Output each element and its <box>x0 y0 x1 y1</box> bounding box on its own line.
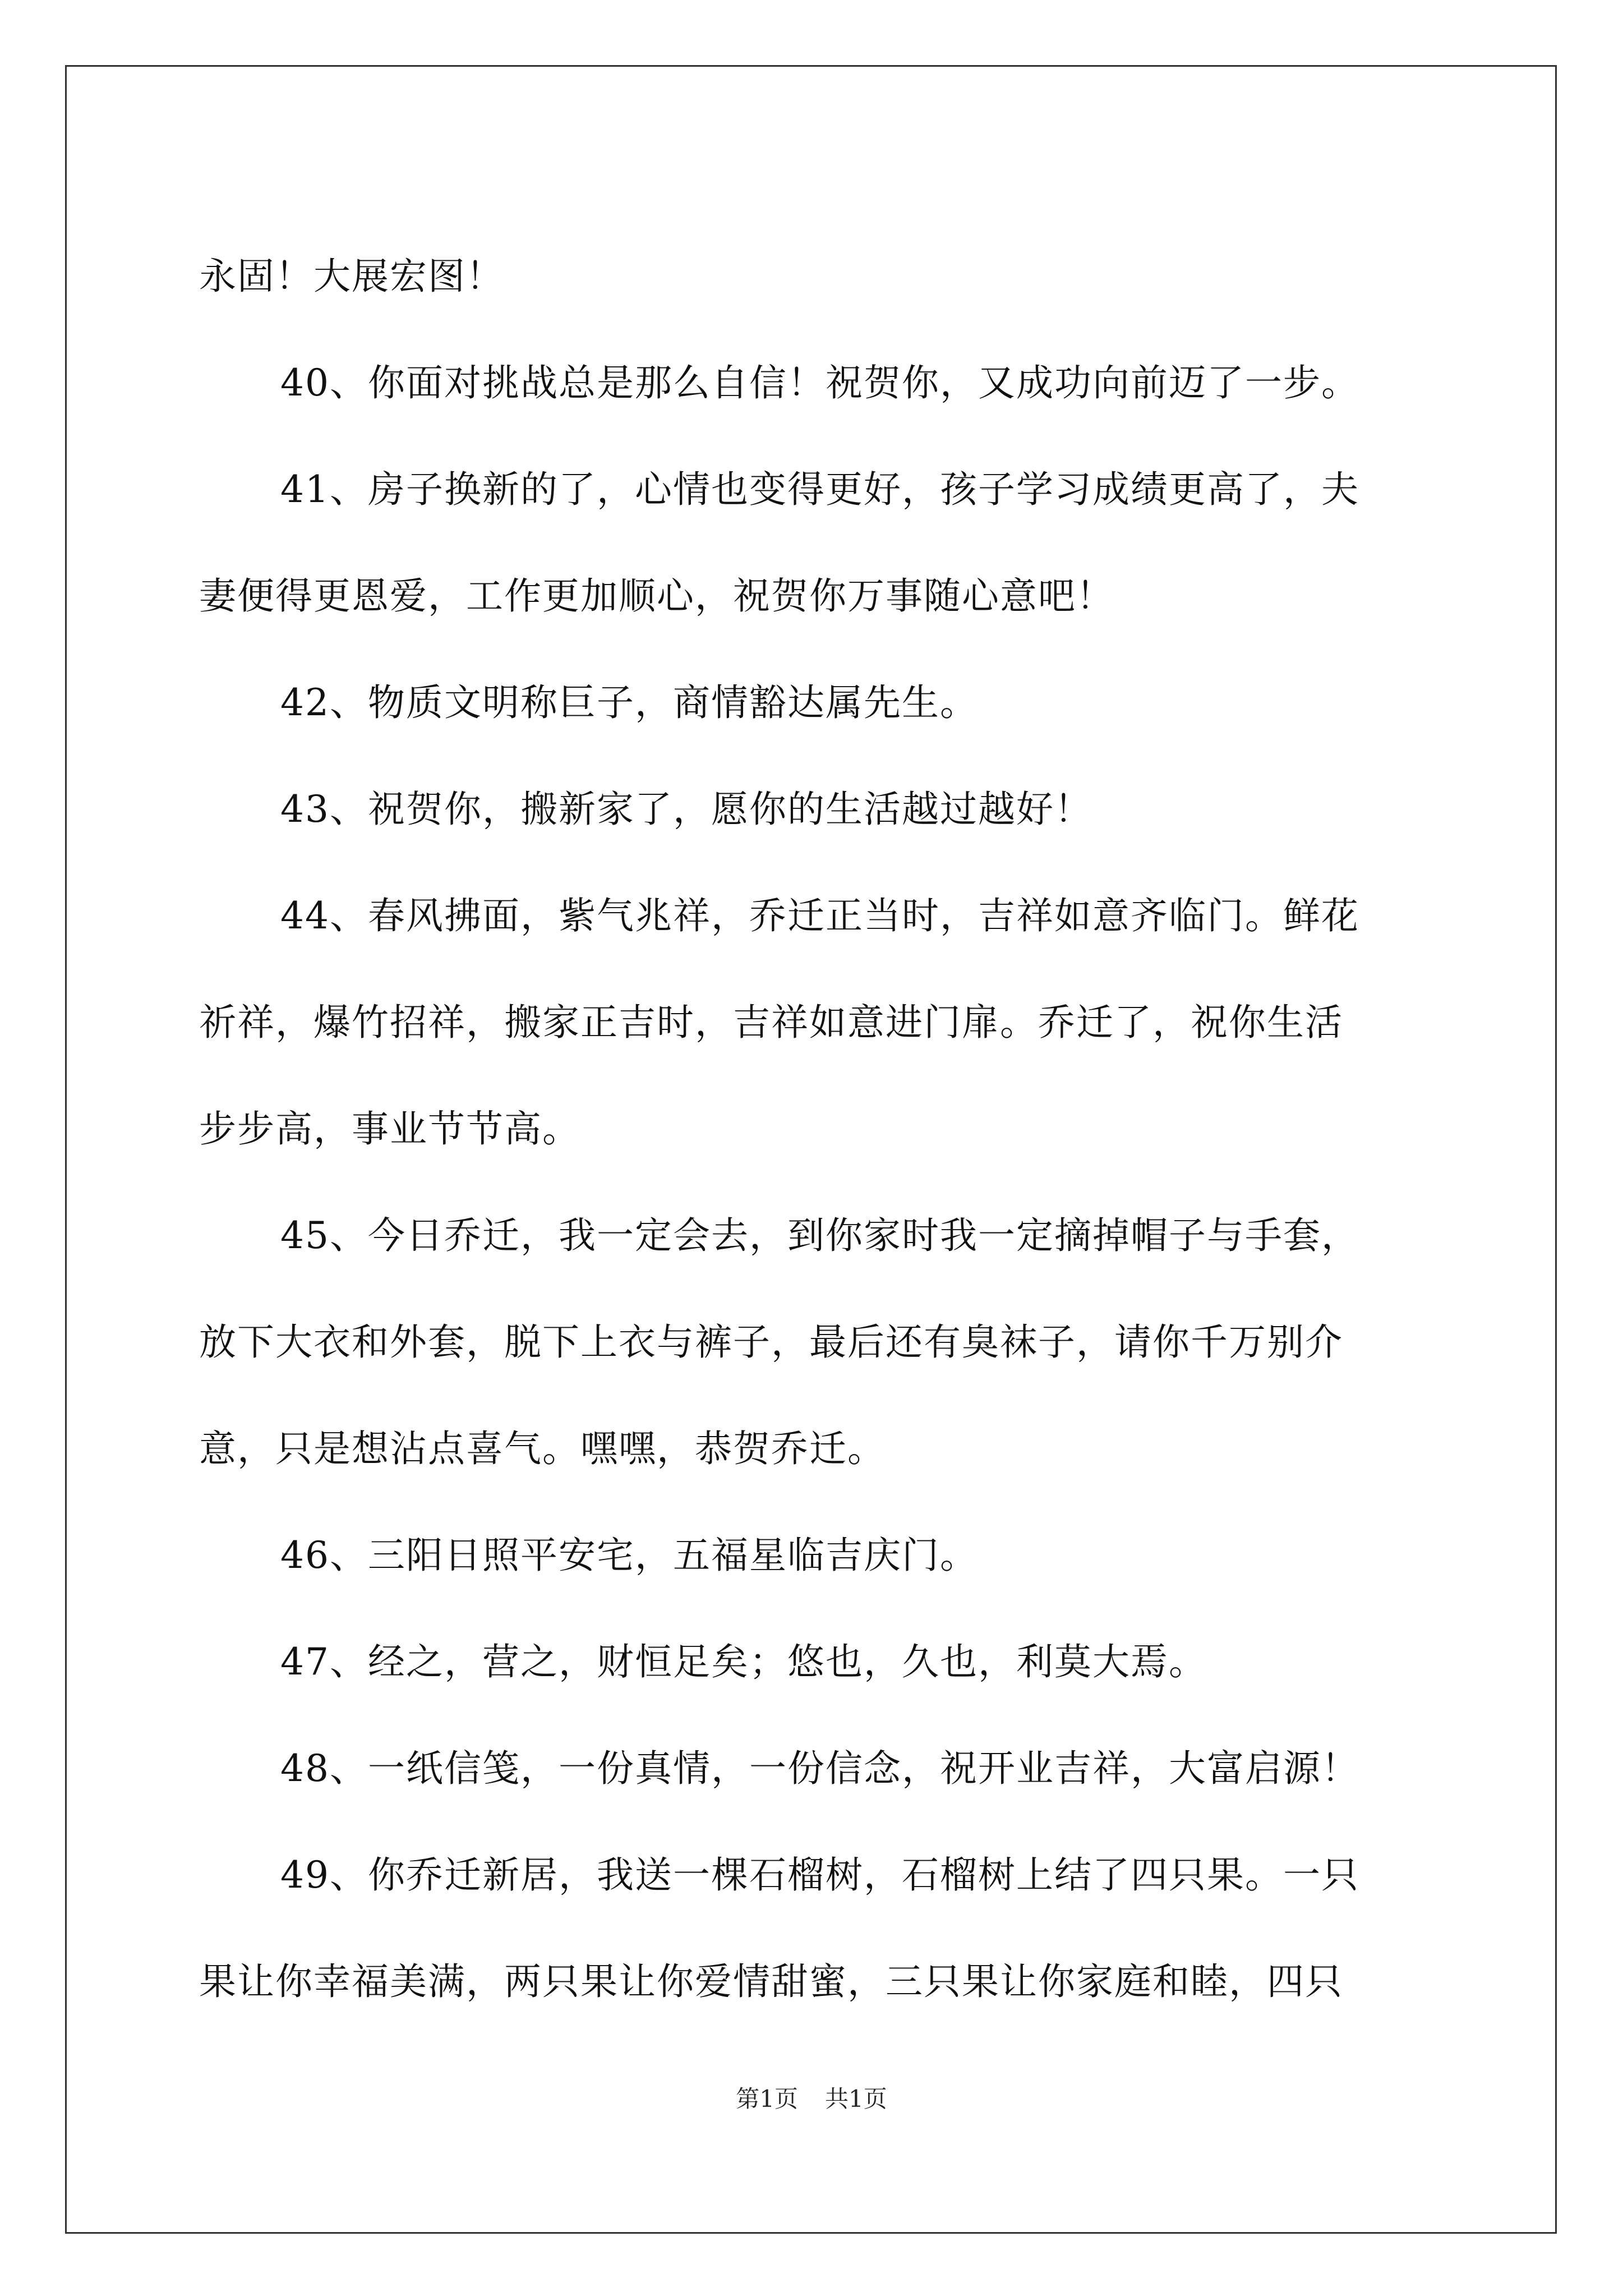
document-body <box>199 223 1427 2035</box>
page-number: 第1页 <box>736 2085 798 2113</box>
page-total: 共1页 <box>825 2085 887 2113</box>
text-line: 45、今日乔迁，我一定会去，到你家时我一定摘掉帽子与手套， <box>280 1214 1359 1257</box>
text-line: 妻便得更恩爱，工作更加顺心，祝贺你万事随心意吧！ <box>199 574 1114 618</box>
page-footer <box>0 2082 1623 2116</box>
text-line: 42、物质文明称巨子，商情豁达属先生。 <box>280 681 978 724</box>
text-line: 步步高，事业节节高。 <box>199 1107 580 1151</box>
text-line: 44、春风拂面，紫气兆祥，乔迁正当时，吉祥如意齐临门。鲜花 <box>280 894 1359 937</box>
text-line: 40、你面对挑战总是那么自信！祝贺你，又成功向前迈了一步。 <box>280 361 1359 404</box>
text-line: 意，只是想沾点喜气。嘿嘿，恭贺乔迁。 <box>199 1427 886 1470</box>
text-line: 果让你幸福美满，两只果让你爱情甜蜜，三只果让你家庭和睦，四只 <box>199 1960 1343 2003</box>
text-line: 49、你乔迁新居，我送一棵石榴树，石榴树上结了四只果。一只 <box>280 1853 1359 1897</box>
text-line: 放下大衣和外套，脱下上衣与裤子，最后还有臭袜子，请你千万别介 <box>199 1320 1343 1364</box>
text-line: 43、祝贺你，搬新家了，愿你的生活越过越好！ <box>280 788 1092 831</box>
text-line: 47、经之，营之，财恒足矣；悠也，久也，利莫大焉。 <box>280 1640 1207 1683</box>
text-line: 41、房子换新的了，心情也变得更好，孩子学习成绩更高了，夫 <box>280 468 1359 511</box>
text-line: 永固！大展宏图！ <box>199 255 504 298</box>
text-line: 祈祥，爆竹招祥，搬家正吉时，吉祥如意进门扉。乔迁了，祝你生活 <box>199 1001 1343 1044</box>
text-line: 48、一纸信笺，一份真情，一份信念，祝开业吉祥，大富启源！ <box>280 1747 1359 1790</box>
text-line: 46、三阳日照平安宅，五福星临吉庆门。 <box>280 1534 978 1577</box>
